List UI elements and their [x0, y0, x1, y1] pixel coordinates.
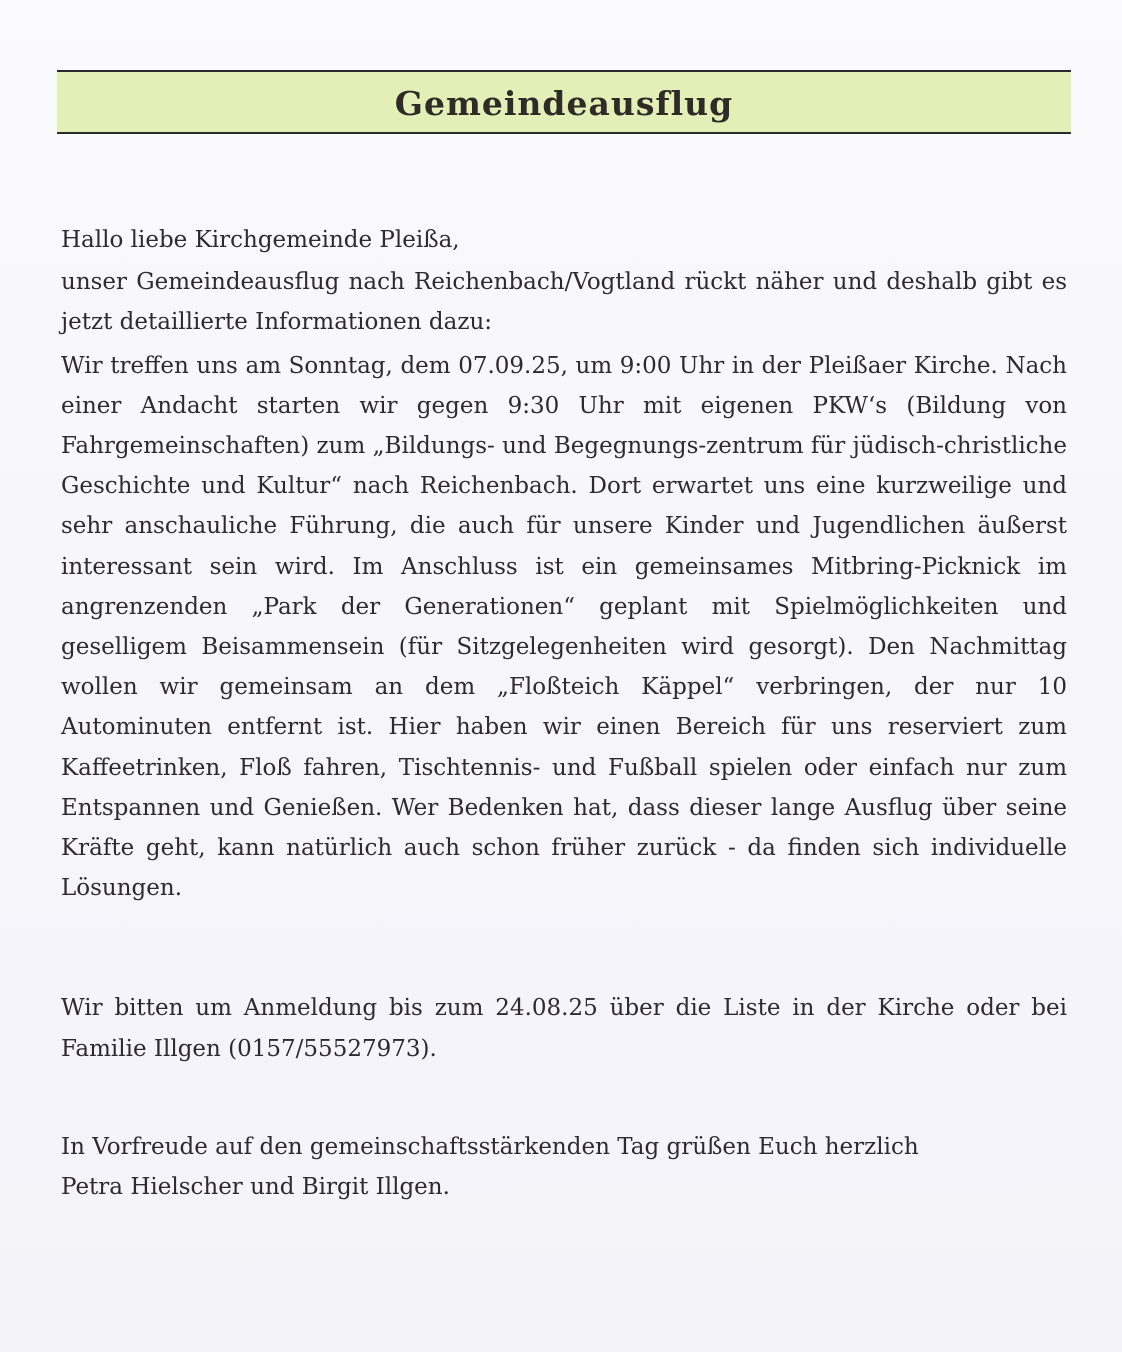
title-banner: [57, 70, 1071, 134]
intro-paragraph: unser Gemeindeausflug nach Reichenbach/Vogtland rückt näher und deshalb gibt es jetzt detaillierte Informationen dazu:: [61, 269, 1067, 336]
closing-paragraph: [61, 1127, 1067, 1207]
details-paragraph: Wir treffen uns am Sonntag, dem 07.09.25, um 9:00 Uhr in der Pleißaer Kirche. Nach einer Andacht starten wir gegen 9:30 Uhr mit eigenen PKW‘s (Bildung von Fahrgemeinschaften) zum „Bildungs- und Begegnungs-zentrum für jüdisch-christliche Geschichte und Kultur“ nach Reichenbach. Dort erwartet uns eine kurzweilige und sehr anschauliche Führung, die auch für unsere Kinder und Jugendlichen äußerst interessant sein wird. Im Anschluss ist ein gemeinsames Mitbring-Picknick im angrenzenden „Park der Generationen“ geplant mit Spielmöglichkeiten und geselligem Beisammensein (für Sitzgelegenheiten wird gesorgt). Den Nachmittag wollen wir gemeinsam an dem „Floßteich Käppel“ verbringen, der nur 10 Autominuten entfernt ist. Hier haben wir einen Bereich für uns reserviert zum Kaffeetrinken, Floß fahren, Tischtennis- und Fußball spielen oder einfach nur zum Entspannen und Genießen. Wer Bedenken hat, dass dieser lange Ausflug über seine Kräfte geht, kann natürlich auch schon früher zurück - da finden sich individuelle Lösungen.: [61, 352, 1067, 902]
registration-paragraph: Wir bitten um Anmeldung bis zum 24.08.25 über die Liste in der Kirche oder bei Familie Illgen (0157/55527973).: [61, 995, 1067, 1062]
letter-body: [61, 220, 1067, 1207]
greeting-line: Hallo liebe Kirchgemeinde Pleißa,: [61, 227, 460, 253]
closing-line: In Vorfreude auf den gemeinschaftsstärkenden Tag grüßen Euch herzlich: [61, 1133, 919, 1160]
page-title: Gemeindeausflug: [394, 83, 734, 123]
signature-line: Petra Hielscher und Birgit Illgen.: [61, 1174, 450, 1201]
